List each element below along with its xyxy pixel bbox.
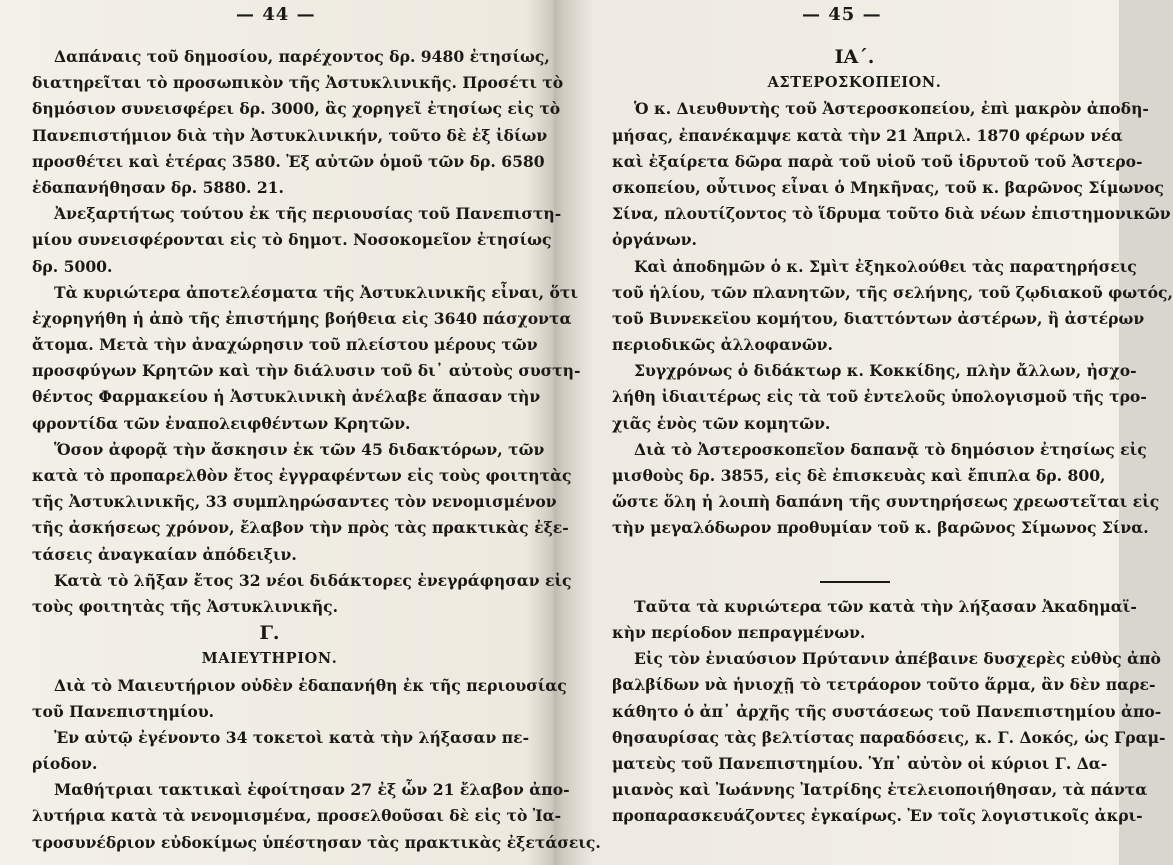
text-line: Μαθήτριαι τακτικαὶ ἐφοίτησαν 27 ἐξ ὧν 21 ἔλαβον ἀπο- — [54, 780, 570, 800]
text-line: προσθέτει καὶ ἑτέρας 3580. Ἐξ αὐτῶν ὁμοῦ τῶν δρ. 6580 — [32, 151, 545, 171]
text-line: ρίοδον. — [32, 754, 98, 774]
text-line: λήθη ἰδιαιτέρως εἰς τὰ τοῦ ἐντελοῦς ὑπολογισμοῦ τῆς τρο- — [612, 387, 1147, 407]
text-line: ὀργάνων. — [612, 230, 697, 250]
text-line: φροντίδα τῶν ἐναπολειφθέντων Κρητῶν. — [32, 413, 411, 433]
section-heading: ΜΑΙΕΥΤΗΡΙΟΝ. — [201, 650, 338, 668]
text-line: ματεὺς τοῦ Πανεπιστημίου. Ὑπ᾽ αὐτὸν οἱ κύριοι Γ. Δα- — [612, 753, 1108, 773]
page-number: — 44 — — [236, 4, 316, 25]
text-line: ὥστε ὅλη ἡ λοιπὴ δαπάνη τῆς συντηρήσεως χρεωστεῖται εἰς — [612, 492, 1160, 512]
text-line: τοῦ Πανεπιστημίου. — [32, 701, 215, 721]
text-line: μιανὸς καὶ Ἰωάννης Ἰατρίδης ἐτελειοποιήθησαν, τὰ πάντα — [612, 780, 1148, 800]
text-line: δημόσιον συνεισφέρει δρ. 3000, ἃς χορηγεῖ ἐτησίως εἰς τὸ — [32, 99, 561, 119]
text-line: Δαπάναις τοῦ δημοσίου, παρέχοντος δρ. 9480 ἐτησίως, — [54, 47, 550, 66]
text-line: Σίνα, πλουτίζοντος τὸ ἵδρυμα τοῦτο διὰ νέων ἐπιστημονικῶν — [612, 204, 1171, 224]
text-line: προπαρασκευάζοντες ἐγκαίρως. Ἐν τοῖς λογιστικοῖς ἀκρι- — [612, 806, 1143, 826]
text-line: κὴν περίοδον πεπραγμένων. — [612, 622, 866, 642]
right-page — [552, 0, 1173, 865]
text-line: κατὰ τὸ προπαρελθὸν ἔτος ἐγγραφέντων εἰς τοὺς φοιτητὰς — [32, 466, 572, 485]
text-line: τοῦ ἡλίου, τῶν πλανητῶν, τῆς σελήνης, τοῦ ζῳδιακοῦ φωτός, — [612, 282, 1173, 302]
text-line: διατηρεῖται τὸ προσωπικὸν τῆς Ἀστυκλινικῆς. Προσέτι τὸ — [32, 73, 564, 93]
text-line: προσφύγων Κρητῶν καὶ τὴν διάλυσιν τοῦ δι᾽ αὐτοὺς συστη- — [32, 361, 581, 381]
text-line: τοὺς φοιτητὰς τῆς Ἀστυκλινικῆς. — [32, 596, 339, 616]
text-line: τάσεις ἀναγκαίαν ἀπόδειξιν. — [32, 544, 297, 564]
text-line: μισθοὺς δρ. 3855, εἰς δὲ ἐπισκευὰς καὶ ἔπιπλα δρ. 800, — [612, 466, 1106, 485]
text-line: Διὰ τὸ Μαιευτήριον οὐδὲν ἐδαπανήθη ἐκ τῆς περιουσίας — [54, 675, 567, 695]
text-line: Ταῦτα τὰ κυριώτερα τῶν κατὰ τὴν λήξασαν Ἀκαδημαϊ- — [634, 596, 1137, 616]
text-line: Πανεπιστήμιον διὰ τὴν Ἀστυκλινικήν, τοῦτο δὲ ἐξ ἰδίων — [32, 125, 548, 145]
section-heading: ΑΣΤΕΡΟΣΚΟΠΕΙΟΝ. — [767, 74, 942, 92]
text-line: ἐδαπανήθησαν δρ. 5880. 21. — [32, 177, 284, 197]
text-line: περιοδικῶς ἀλλοφανῶν. — [612, 335, 833, 355]
page-number: — 45 — — [802, 4, 882, 25]
text-line: καὶ ἐξαίρετα δῶρα παρὰ τοῦ υἱοῦ τοῦ ἱδρυτοῦ τοῦ Ἀστερο- — [612, 151, 1143, 171]
text-line: Ἀνεξαρτήτως τούτου ἐκ τῆς περιουσίας τοῦ Πανεπιστη- — [54, 204, 562, 224]
text-line: Συγχρόνως ὁ διδάκτωρ κ. Κοκκίδης, πλὴν ἄλλων, ἠσχο- — [634, 361, 1137, 381]
divider-rule — [820, 581, 890, 583]
text-line: κάθητο ὁ ἀπ᾽ ἀρχῆς τῆς συστάσεως τοῦ Πανεπιστημίου ἀπο- — [612, 701, 1162, 721]
text-line: χιᾶς ἑνὸς τῶν κομητῶν. — [612, 413, 831, 433]
text-line: Εἰς τὸν ἐνιαύσιον Πρύτανιν ἀπέβαινε δυσχερὲς εὐθὺς ἀπὸ — [634, 649, 1161, 669]
text-line: ἐχορηγήθη ἡ ἀπὸ τῆς ἐπιστήμης βοήθεια εἰς 3640 πάσχοντα — [32, 308, 572, 328]
text-line: σκοπείου, οὗτινος εἶναι ὁ Μηκῆνας, τοῦ κ. βαρῶνος Σίμωνος — [612, 177, 1164, 197]
text-line: λυτήρια κατὰ τὰ νενομισμένα, προσελθοῦσαι δὲ εἰς τὸ Ἰα- — [32, 806, 562, 826]
right-text-body — [612, 44, 1173, 829]
section-number: Γ. — [259, 622, 280, 645]
text-line: τῆς ἀσκήσεως χρόνον, ἔλαβον τὴν πρὸς τὰς πρακτικὰς ἐξε- — [32, 518, 569, 538]
text-line: μήσας, ἐπανέκαμψε κατὰ τὴν 21 Ἀπριλ. 1870 φέρων νέα — [612, 125, 1123, 145]
section-divider — [612, 568, 1097, 594]
text-line: Καὶ ἀποδημῶν ὁ κ. Σμὶτ ἐξηκολούθει τὰς παρατηρήσεις — [634, 256, 1137, 276]
blank-line — [612, 542, 1097, 568]
text-line: τῆς Ἀστυκλινικῆς, 33 συμπληρώσαντες τὸν νενομισμένον — [32, 492, 557, 512]
left-text-body — [32, 44, 601, 856]
text-line: τροσυνέδριον εὐδοκίμως ὑπέστησαν τὰς πρακτικὰς ἐξετάσεις. — [32, 832, 601, 852]
text-line: θησαυρίσας τὰς βελτίστας παραδόσεις, κ. Γ. Δοκός, ὡς Γραμ- — [612, 727, 1166, 747]
text-line: ἄτομα. Μετὰ τὴν ἀναχώρησιν τοῦ πλείστου μέρους τῶν — [32, 335, 538, 355]
text-line: Διὰ τὸ Ἀστεροσκοπεῖον δαπανᾷ τὸ δημόσιον ἐτησίως εἰς — [634, 439, 1147, 459]
text-line: μίου συνεισφέρονται εἰς τὸ δημοτ. Νοσοκομεῖον ἐτησίως — [32, 230, 552, 250]
text-line: τοῦ Βιννεκεϊου κομήτου, διαττόντων ἀστέρων, ἢ ἀστέρων — [612, 308, 1145, 328]
text-line: τὴν μεγαλόδωρον προθυμίαν τοῦ κ. βαρῶνος Σίμωνος Σίνα. — [612, 518, 1149, 538]
text-line: βαλβίδων νὰ ἡνιοχῇ τὸ τετράορον τοῦτο ἅρμα, ἂν δὲν παρε- — [612, 675, 1156, 695]
text-line: Ὅσον ἀφορᾷ τὴν ἄσκησιν ἐκ τῶν 45 διδακτόρων, τῶν — [54, 439, 545, 459]
text-line: Ἐν αὐτῷ ἐγένοντο 34 τοκετοὶ κατὰ τὴν λήξασαν πε- — [54, 727, 530, 747]
text-line: Ὁ κ. Διευθυντὴς τοῦ Ἀστεροσκοπείου, ἐπὶ μακρὸν ἀποδη- — [634, 99, 1149, 119]
text-line: θέντος Φαρμακείου ἡ Ἀστυκλινικὴ ἀνέλαβε ἅπασαν τὴν — [32, 387, 541, 407]
text-line: Κατὰ τὸ λῆξαν ἔτος 32 νέοι διδάκτορες ἐνεγράφησαν εἰς — [54, 570, 572, 590]
section-number: ΙΑ΄. — [834, 46, 875, 68]
text-line: δρ. 5000. — [32, 256, 113, 276]
text-line: Τὰ κυριώτερα ἀποτελέσματα τῆς Ἀστυκλινικῆς εἶναι, ὅτι — [54, 282, 578, 302]
